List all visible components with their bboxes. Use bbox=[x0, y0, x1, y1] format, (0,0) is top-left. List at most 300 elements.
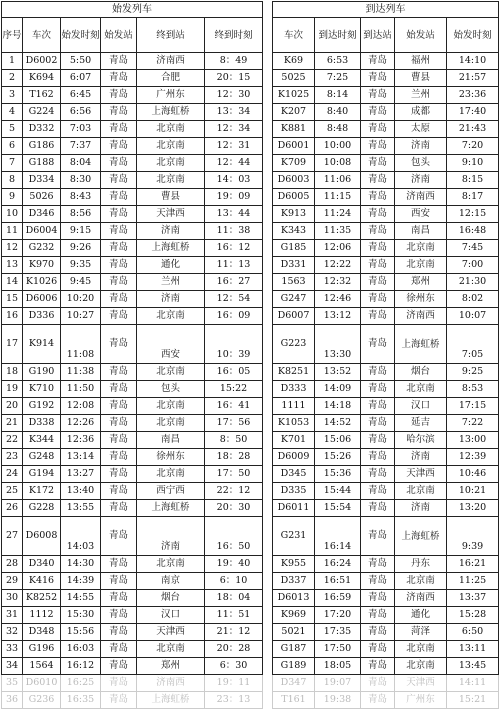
cell-destination: 上海虹桥 bbox=[137, 104, 205, 121]
cell-depart-time: 8:02 bbox=[447, 291, 499, 308]
cell-index: 14 bbox=[2, 274, 23, 291]
cell-depart-time: 13:45 bbox=[447, 658, 499, 675]
cell-arrive-time: 19:07 bbox=[315, 675, 361, 692]
cell-arrive-time: 6：10 bbox=[205, 573, 263, 590]
cell-arrive-time: 13：44 bbox=[205, 206, 263, 223]
arrival-header-row bbox=[273, 18, 499, 53]
arrival-rows bbox=[273, 53, 499, 709]
cell-origin: 青岛 bbox=[101, 466, 137, 483]
cell-origin: 青岛 bbox=[101, 121, 137, 138]
cell-origin: 北京南 bbox=[395, 483, 447, 500]
cell-arrive-time: 13:52 bbox=[315, 364, 361, 381]
cell-index: 17 bbox=[2, 325, 23, 364]
cell-origin: 北京南 bbox=[395, 658, 447, 675]
cell-train: K1025 bbox=[273, 87, 315, 104]
cell-depart-time: 8:30 bbox=[61, 172, 101, 189]
cell-arrive-time: 12:22 bbox=[315, 257, 361, 274]
cell-depart-time: 16:21 bbox=[447, 556, 499, 573]
cell-index: 3 bbox=[2, 87, 23, 104]
cell-arrive-station: 青岛 bbox=[361, 483, 395, 500]
cell-index: 19 bbox=[2, 381, 23, 398]
cell-arrive-station: 青岛 bbox=[361, 517, 395, 556]
table-row bbox=[2, 364, 263, 381]
table-row bbox=[273, 70, 499, 87]
cell-depart-time: 10:07 bbox=[447, 308, 499, 325]
cell-arrive-station: 青岛 bbox=[361, 189, 395, 206]
cell-arrive-time: 10:00 bbox=[315, 138, 361, 155]
cell-arrive-time: 11:35 bbox=[315, 223, 361, 240]
cell-arrive-time: 16：41 bbox=[205, 398, 263, 415]
cell-origin: 青岛 bbox=[101, 517, 137, 556]
cell-origin: 福州 bbox=[395, 53, 447, 70]
cell-arrive-time: 17:35 bbox=[315, 624, 361, 641]
cell-index: 10 bbox=[2, 206, 23, 223]
cell-arrive-time: 11:15 bbox=[315, 189, 361, 206]
cell-train: G189 bbox=[273, 658, 315, 675]
cell-arrive-time: 20：30 bbox=[205, 500, 263, 517]
cell-train: 1563 bbox=[273, 274, 315, 291]
cell-index: 13 bbox=[2, 257, 23, 274]
departure-rows bbox=[2, 53, 263, 709]
table-row bbox=[273, 364, 499, 381]
cell-arrive-station: 青岛 bbox=[361, 449, 395, 466]
table-row bbox=[2, 138, 263, 155]
cell-origin: 北京南 bbox=[395, 257, 447, 274]
cell-train: G231 bbox=[273, 517, 315, 556]
cell-index: 26 bbox=[2, 500, 23, 517]
cell-origin: 青岛 bbox=[101, 483, 137, 500]
cell-train: G236 bbox=[23, 692, 61, 709]
table-row bbox=[273, 274, 499, 291]
cell-origin: 南昌 bbox=[395, 223, 447, 240]
table-row bbox=[273, 607, 499, 624]
cell-depart-time: 6:50 bbox=[447, 624, 499, 641]
cell-arrive-time: 15:44 bbox=[315, 483, 361, 500]
table-row bbox=[2, 573, 263, 590]
cell-origin: 青岛 bbox=[101, 325, 137, 364]
cell-destination: 南昌 bbox=[137, 432, 205, 449]
cell-train: K701 bbox=[273, 432, 315, 449]
cell-train: D6004 bbox=[23, 223, 61, 240]
cell-depart-time: 14:55 bbox=[61, 590, 101, 607]
table-row bbox=[273, 257, 499, 274]
table-row bbox=[273, 155, 499, 172]
cell-destination: 烟台 bbox=[137, 590, 205, 607]
cell-arrive-time: 16：09 bbox=[205, 308, 263, 325]
table-row bbox=[273, 590, 499, 607]
table-row bbox=[2, 483, 263, 500]
cell-arrive-station: 青岛 bbox=[361, 138, 395, 155]
cell-index: 8 bbox=[2, 172, 23, 189]
cell-index: 25 bbox=[2, 483, 23, 500]
cell-train: 1112 bbox=[23, 607, 61, 624]
cell-arrive-station: 青岛 bbox=[361, 308, 395, 325]
cell-arrive-time: 8:40 bbox=[315, 104, 361, 121]
cell-arrive-time: 8：49 bbox=[205, 53, 263, 70]
cell-arrive-time: 16：05 bbox=[205, 364, 263, 381]
table-row bbox=[273, 692, 499, 709]
cell-depart-time: 13:37 bbox=[447, 590, 499, 607]
cell-arrive-time: 14:09 bbox=[315, 381, 361, 398]
cell-depart-time: 12:39 bbox=[447, 449, 499, 466]
table-row bbox=[2, 607, 263, 624]
cell-arrive-time: 6：30 bbox=[205, 658, 263, 675]
cell-depart-time: 9:26 bbox=[61, 240, 101, 257]
departure-title: 始发列车 bbox=[2, 2, 263, 18]
cell-origin: 北京南 bbox=[395, 573, 447, 590]
cell-origin: 通化 bbox=[395, 607, 447, 624]
departure-header-row bbox=[2, 18, 263, 53]
cell-train: K343 bbox=[273, 223, 315, 240]
cell-depart-time: 16:35 bbox=[61, 692, 101, 709]
table-row bbox=[2, 641, 263, 658]
cell-depart-time: 16:12 bbox=[61, 658, 101, 675]
cell-origin: 成都 bbox=[395, 104, 447, 121]
cell-train: G228 bbox=[23, 500, 61, 517]
cell-arrive-time: 23：13 bbox=[205, 692, 263, 709]
cell-train: K694 bbox=[23, 70, 61, 87]
cell-arrive-time: 12:46 bbox=[315, 291, 361, 308]
cell-origin: 北京南 bbox=[395, 381, 447, 398]
table-row bbox=[273, 104, 499, 121]
cell-train: K69 bbox=[273, 53, 315, 70]
cell-origin: 青岛 bbox=[101, 398, 137, 415]
cell-depart-time: 12:26 bbox=[61, 415, 101, 432]
table-row bbox=[2, 556, 263, 573]
table-row bbox=[2, 189, 263, 206]
table-row bbox=[273, 121, 499, 138]
table-row bbox=[273, 53, 499, 70]
cell-origin: 青岛 bbox=[101, 87, 137, 104]
cell-train: D333 bbox=[273, 381, 315, 398]
cell-depart-time: 10:21 bbox=[447, 483, 499, 500]
table-row bbox=[273, 658, 499, 675]
cell-train: K881 bbox=[273, 121, 315, 138]
cell-arrive-time: 15:06 bbox=[315, 432, 361, 449]
cell-origin: 青岛 bbox=[101, 415, 137, 432]
cell-arrive-time: 14:52 bbox=[315, 415, 361, 432]
cell-arrive-station: 青岛 bbox=[361, 500, 395, 517]
cell-train: G224 bbox=[23, 104, 61, 121]
cell-index: 4 bbox=[2, 104, 23, 121]
cell-depart-time: 14:10 bbox=[447, 53, 499, 70]
cell-arrive-time: 13:12 bbox=[315, 308, 361, 325]
cell-arrive-time: 18:05 bbox=[315, 658, 361, 675]
cell-depart-time: 15:56 bbox=[61, 624, 101, 641]
cell-origin: 济南西 bbox=[395, 590, 447, 607]
cell-train: K913 bbox=[273, 206, 315, 223]
table-row bbox=[2, 104, 263, 121]
cell-arrive-time: 19:38 bbox=[315, 692, 361, 709]
cell-origin: 济南西 bbox=[395, 189, 447, 206]
cell-origin: 烟台 bbox=[395, 364, 447, 381]
cell-index: 32 bbox=[2, 624, 23, 641]
header-train: 车次 bbox=[23, 18, 61, 53]
cell-depart-time: 5:50 bbox=[61, 53, 101, 70]
cell-arrive-station: 青岛 bbox=[361, 590, 395, 607]
table-row bbox=[2, 675, 263, 692]
cell-origin: 兰州 bbox=[395, 87, 447, 104]
cell-destination: 广州东 bbox=[137, 87, 205, 104]
cell-train: K709 bbox=[273, 155, 315, 172]
cell-depart-time: 15:21 bbox=[447, 692, 499, 709]
cell-destination: 郑州 bbox=[137, 658, 205, 675]
cell-origin: 郑州 bbox=[395, 274, 447, 291]
cell-origin: 青岛 bbox=[101, 70, 137, 87]
table-row bbox=[273, 308, 499, 325]
cell-origin: 菏泽 bbox=[395, 624, 447, 641]
cell-arrive-time: 15:54 bbox=[315, 500, 361, 517]
table-row bbox=[273, 432, 499, 449]
cell-arrive-time: 13：34 bbox=[205, 104, 263, 121]
cell-destination: 济南西 bbox=[137, 53, 205, 70]
cell-depart-time: 9:25 bbox=[447, 364, 499, 381]
cell-origin: 天津西 bbox=[395, 466, 447, 483]
cell-arrive-time: 16:24 bbox=[315, 556, 361, 573]
table-row bbox=[273, 624, 499, 641]
table-row bbox=[2, 155, 263, 172]
cell-origin: 济南 bbox=[395, 500, 447, 517]
cell-arrive-time: 11：51 bbox=[205, 607, 263, 624]
cell-destination: 北京南 bbox=[137, 466, 205, 483]
table-row bbox=[2, 398, 263, 415]
cell-arrive-time: 12：30 bbox=[205, 87, 263, 104]
cell-depart-time: 9:35 bbox=[61, 257, 101, 274]
cell-depart-time: 8:17 bbox=[447, 189, 499, 206]
cell-depart-time: 12:15 bbox=[447, 206, 499, 223]
cell-arrive-time: 17：50 bbox=[205, 466, 263, 483]
cell-depart-time: 13:40 bbox=[61, 483, 101, 500]
cell-depart-time: 7:00 bbox=[447, 257, 499, 274]
cell-train: G194 bbox=[23, 466, 61, 483]
cell-depart-time: 12:36 bbox=[61, 432, 101, 449]
cell-arrive-station: 青岛 bbox=[361, 121, 395, 138]
cell-origin: 曹县 bbox=[395, 70, 447, 87]
cell-depart-time: 8:04 bbox=[61, 155, 101, 172]
table-row bbox=[273, 291, 499, 308]
cell-origin: 青岛 bbox=[101, 381, 137, 398]
cell-index: 22 bbox=[2, 432, 23, 449]
cell-origin: 青岛 bbox=[101, 624, 137, 641]
cell-arrive-time: 7:25 bbox=[315, 70, 361, 87]
cell-train: K8251 bbox=[273, 364, 315, 381]
cell-depart-time: 10:46 bbox=[447, 466, 499, 483]
table-row bbox=[2, 432, 263, 449]
cell-origin: 北京南 bbox=[395, 641, 447, 658]
cell-train: D331 bbox=[273, 257, 315, 274]
cell-arrive-station: 青岛 bbox=[361, 274, 395, 291]
cell-depart-time: 13:00 bbox=[447, 432, 499, 449]
cell-depart-time: 8:53 bbox=[447, 381, 499, 398]
cell-arrive-time: 17：56 bbox=[205, 415, 263, 432]
header-index: 序号 bbox=[2, 18, 23, 53]
cell-depart-time: 15:30 bbox=[61, 607, 101, 624]
cell-index: 12 bbox=[2, 240, 23, 257]
table-row bbox=[2, 590, 263, 607]
table-row bbox=[273, 398, 499, 415]
cell-arrive-time: 13:30 bbox=[315, 325, 361, 364]
cell-origin: 西安 bbox=[395, 206, 447, 223]
cell-depart-time: 16:25 bbox=[61, 675, 101, 692]
header-arrive-time: 到达时刻 bbox=[315, 18, 361, 53]
cell-index: 21 bbox=[2, 415, 23, 432]
cell-depart-time: 7:37 bbox=[61, 138, 101, 155]
cell-arrive-station: 青岛 bbox=[361, 240, 395, 257]
cell-train: G232 bbox=[23, 240, 61, 257]
cell-origin: 上海虹桥 bbox=[395, 517, 447, 556]
cell-train: K344 bbox=[23, 432, 61, 449]
cell-arrive-time: 16：12 bbox=[205, 240, 263, 257]
table-row bbox=[2, 121, 263, 138]
table-row bbox=[2, 658, 263, 675]
cell-origin: 青岛 bbox=[101, 155, 137, 172]
table-row bbox=[273, 223, 499, 240]
cell-arrive-time: 12：34 bbox=[205, 121, 263, 138]
cell-train: T162 bbox=[23, 87, 61, 104]
cell-depart-time: 15:28 bbox=[447, 607, 499, 624]
cell-depart-time: 13:11 bbox=[447, 641, 499, 658]
table-row bbox=[2, 257, 263, 274]
cell-arrive-time: 12：31 bbox=[205, 138, 263, 155]
cell-arrive-time: 11:24 bbox=[315, 206, 361, 223]
cell-arrive-time: 18：28 bbox=[205, 449, 263, 466]
cell-index: 1 bbox=[2, 53, 23, 70]
cell-arrive-station: 青岛 bbox=[361, 206, 395, 223]
cell-train: G186 bbox=[23, 138, 61, 155]
table-row bbox=[2, 500, 263, 517]
header-arrive-time: 终到时刻 bbox=[205, 18, 263, 53]
table-row bbox=[273, 240, 499, 257]
header-origin: 始发站 bbox=[101, 18, 137, 53]
table-row bbox=[273, 449, 499, 466]
cell-arrive-station: 青岛 bbox=[361, 325, 395, 364]
cell-index: 23 bbox=[2, 449, 23, 466]
cell-origin: 太原 bbox=[395, 121, 447, 138]
table-row bbox=[273, 641, 499, 658]
cell-depart-time: 10:27 bbox=[61, 308, 101, 325]
cell-train: D6003 bbox=[273, 172, 315, 189]
cell-train: 5025 bbox=[273, 70, 315, 87]
cell-arrive-station: 青岛 bbox=[361, 172, 395, 189]
cell-origin: 青岛 bbox=[101, 692, 137, 709]
cell-train: D6002 bbox=[23, 53, 61, 70]
cell-train: D6006 bbox=[23, 291, 61, 308]
cell-origin: 青岛 bbox=[101, 308, 137, 325]
cell-destination: 北京南 bbox=[137, 415, 205, 432]
cell-train: D6013 bbox=[273, 590, 315, 607]
cell-train: K1053 bbox=[273, 415, 315, 432]
cell-arrive-time: 10:08 bbox=[315, 155, 361, 172]
cell-depart-time: 17:15 bbox=[447, 398, 499, 415]
cell-train: K969 bbox=[273, 607, 315, 624]
table-row bbox=[2, 325, 263, 364]
cell-train: K207 bbox=[273, 104, 315, 121]
cell-arrive-time: 19：11 bbox=[205, 675, 263, 692]
cell-train: G188 bbox=[23, 155, 61, 172]
cell-index: 30 bbox=[2, 590, 23, 607]
cell-depart-time: 21:43 bbox=[447, 121, 499, 138]
table-row bbox=[273, 556, 499, 573]
cell-depart-time: 8:15 bbox=[447, 172, 499, 189]
cell-train: D6008 bbox=[23, 517, 61, 556]
cell-arrive-time: 12:06 bbox=[315, 240, 361, 257]
cell-destination: 合肥 bbox=[137, 70, 205, 87]
cell-origin: 上海虹桥 bbox=[395, 325, 447, 364]
table-row bbox=[2, 53, 263, 70]
cell-train: G187 bbox=[273, 641, 315, 658]
cell-arrive-time: 12：54 bbox=[205, 291, 263, 308]
cell-depart-time: 6:45 bbox=[61, 87, 101, 104]
cell-train: D335 bbox=[273, 483, 315, 500]
cell-depart-time: 6:56 bbox=[61, 104, 101, 121]
table-row bbox=[2, 624, 263, 641]
cell-arrive-station: 青岛 bbox=[361, 398, 395, 415]
cell-depart-time: 14:39 bbox=[61, 573, 101, 590]
cell-destination: 天津西 bbox=[137, 206, 205, 223]
cell-index: 28 bbox=[2, 556, 23, 573]
cell-origin: 青岛 bbox=[101, 432, 137, 449]
cell-train: 1564 bbox=[23, 658, 61, 675]
cell-depart-time: 13:20 bbox=[447, 500, 499, 517]
cell-arrive-station: 青岛 bbox=[361, 573, 395, 590]
cell-train: 1111 bbox=[273, 398, 315, 415]
cell-arrive-time: 20：15 bbox=[205, 70, 263, 87]
cell-index: 29 bbox=[2, 573, 23, 590]
table-row bbox=[273, 573, 499, 590]
cell-arrive-time: 11：38 bbox=[205, 223, 263, 240]
cell-destination: 北京南 bbox=[137, 398, 205, 415]
cell-train: T161 bbox=[273, 692, 315, 709]
cell-depart-time: 21:30 bbox=[447, 274, 499, 291]
cell-origin: 天津西 bbox=[395, 675, 447, 692]
cell-train: D347 bbox=[273, 675, 315, 692]
cell-origin: 济南 bbox=[395, 138, 447, 155]
cell-origin: 青岛 bbox=[101, 291, 137, 308]
cell-arrive-time: 11:06 bbox=[315, 172, 361, 189]
cell-index: 16 bbox=[2, 308, 23, 325]
table-row bbox=[2, 223, 263, 240]
cell-arrive-time: 20：28 bbox=[205, 641, 263, 658]
cell-arrive-station: 青岛 bbox=[361, 658, 395, 675]
cell-index: 7 bbox=[2, 155, 23, 172]
cell-depart-time: 11:50 bbox=[61, 381, 101, 398]
cell-train: G247 bbox=[273, 291, 315, 308]
cell-origin: 青岛 bbox=[101, 240, 137, 257]
cell-arrive-time: 16:59 bbox=[315, 590, 361, 607]
cell-origin: 青岛 bbox=[101, 449, 137, 466]
cell-origin: 青岛 bbox=[101, 274, 137, 291]
cell-index: 35 bbox=[2, 675, 23, 692]
cell-destination: 北京南 bbox=[137, 641, 205, 658]
cell-arrive-time: 11：13 bbox=[205, 257, 263, 274]
cell-arrive-time: 12:32 bbox=[315, 274, 361, 291]
cell-arrive-time: 17:50 bbox=[315, 641, 361, 658]
cell-depart-time: 14:03 bbox=[61, 517, 101, 556]
cell-origin: 青岛 bbox=[101, 104, 137, 121]
cell-index: 5 bbox=[2, 121, 23, 138]
cell-index: 9 bbox=[2, 189, 23, 206]
cell-origin: 青岛 bbox=[101, 206, 137, 223]
cell-train: D345 bbox=[273, 466, 315, 483]
cell-train: D6011 bbox=[273, 500, 315, 517]
cell-destination: 西宁西 bbox=[137, 483, 205, 500]
cell-train: D6009 bbox=[273, 449, 315, 466]
cell-origin: 广州东 bbox=[395, 692, 447, 709]
cell-destination: 汉口 bbox=[137, 607, 205, 624]
table-row bbox=[2, 291, 263, 308]
cell-depart-time: 11:08 bbox=[61, 325, 101, 364]
cell-origin: 青岛 bbox=[101, 172, 137, 189]
